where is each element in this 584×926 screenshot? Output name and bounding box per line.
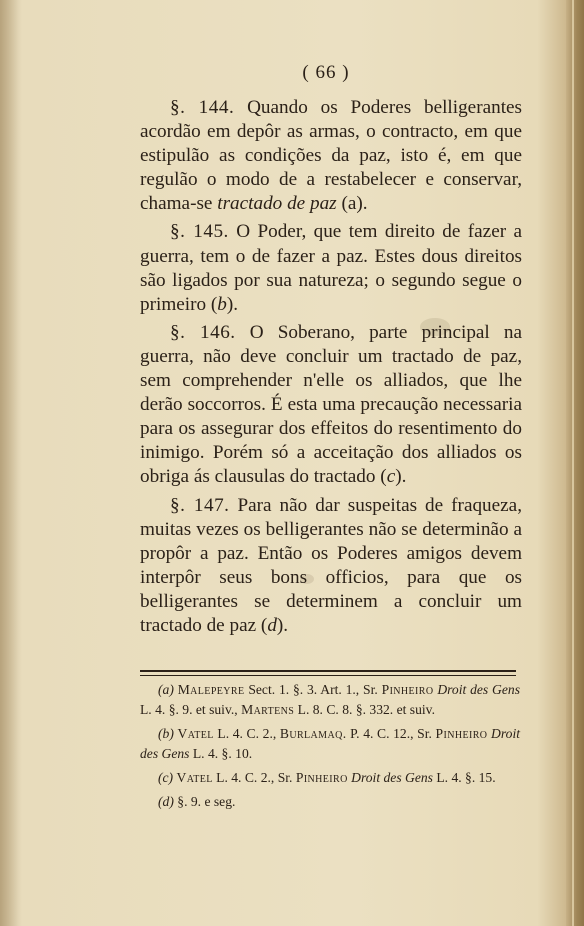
section-number: §. 145. xyxy=(170,221,229,243)
paragraph-text: Para não dar suspeitas de fraqueza, muitas vezes os belligerantes não se determinão a propôr a paz. Então os Poderes amigos devem interpôr seus bons officios, para que os belligerantes se determinem a concluir um tractado de paz ( xyxy=(140,494,522,636)
footnotes xyxy=(140,680,520,816)
paragraph-italic: b xyxy=(217,293,227,315)
footnote-rule xyxy=(140,670,516,676)
paragraph-text: O Poder, que tem direito de fazer a guerra, tem o de fazer a paz. Estes dous direitos são ligados por sua natureza; o segundo segue o primeiro ( xyxy=(140,221,522,315)
footnote-mark: (c) xyxy=(158,770,174,785)
footnote-author: Pinheiro xyxy=(381,682,434,697)
page-number: ( 66 ) xyxy=(302,62,350,83)
footnote-mark: (b) xyxy=(158,726,174,741)
footnote-author: Burlamaq. xyxy=(279,726,347,741)
footnote xyxy=(140,724,520,764)
footnote xyxy=(140,768,520,788)
footnote-text: L. 8. C. 8. §. 332. et suiv. xyxy=(294,702,435,717)
paragraph-text-end: ). xyxy=(395,466,407,488)
paragraph xyxy=(140,220,522,316)
paragraph-text-end: ). xyxy=(276,614,289,636)
footnote-author: Vatel xyxy=(176,770,213,785)
section-number: §. 144. xyxy=(170,97,235,118)
footnote-title: Droit des Gens xyxy=(140,726,520,761)
paragraph xyxy=(140,494,522,639)
footnote-title: Droit des Gens xyxy=(437,682,520,697)
footnote-mark: (a) xyxy=(158,682,174,697)
paragraph-italic: d xyxy=(267,614,277,636)
footnote-text: L. 4. §. 15. xyxy=(432,770,496,785)
footnote xyxy=(140,680,520,720)
footnote-author: Malepeyre xyxy=(177,682,245,697)
footnote-text: L. 4. C. 2., xyxy=(213,726,280,741)
paragraph xyxy=(140,321,522,490)
section-number: §. 147. xyxy=(170,494,230,516)
footnote-author: Pinheiro xyxy=(435,726,488,741)
footnote-text: L. 4. §. 10. xyxy=(189,746,253,761)
paragraph-text-end: (a). xyxy=(336,193,368,215)
paragraph-italic: tractado de paz xyxy=(217,193,337,215)
footnote-mark: (d) xyxy=(158,794,174,809)
section-number: §. 146. xyxy=(170,321,236,343)
paragraph-text-end: ). xyxy=(226,293,239,315)
paragraph xyxy=(140,96,522,216)
footnote-text: L. 4. C. 2., Sr. xyxy=(212,770,296,785)
footnote-text: Sect. 1. §. 3. Art. 1., Sr. xyxy=(244,682,382,697)
footnote-author: Martens xyxy=(241,702,295,717)
footnote-text: §. 9. e seg. xyxy=(177,794,236,809)
footnote-text: L. 4. §. 9. et suiv., xyxy=(140,702,242,717)
paragraph-text: Quando os Poderes belligerantes acordão em depôr as armas, o contracto, em que estipulão as condições da paz, isto é, em que regulão o modo de a restabelecer e conservar, chama-se xyxy=(140,97,523,215)
footnote-text: P. 4. C. 12., Sr. xyxy=(346,726,436,741)
paragraph-text: O Soberano, parte principal na guerra, não deve concluir um tractado de paz, sem comprehender n'elle os alliados, que lhe derão soccorros. É esta uma precaução necessaria para os assegurar dos effeitos do resentimento do inimigo. Porém só a acceitação dos alliados os obriga ás clausulas do tractado ( xyxy=(140,321,522,488)
paragraph-italic: c xyxy=(386,466,396,488)
footnote-author: Vatel xyxy=(177,726,214,741)
footnote-title: Droit des Gens xyxy=(351,770,433,785)
footnote xyxy=(140,792,520,812)
body-text xyxy=(140,96,522,642)
footnote-author: Pinheiro xyxy=(295,770,348,785)
